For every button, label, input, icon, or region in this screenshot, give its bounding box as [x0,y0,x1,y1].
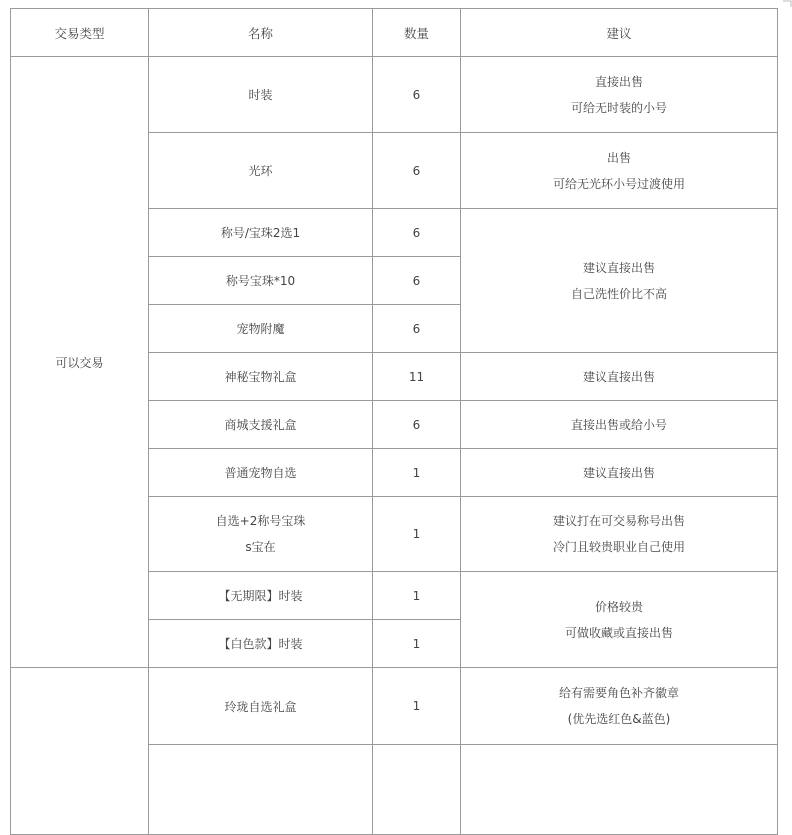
item-advice [461,497,778,572]
advice-line: 建议直接出售 [582,260,655,275]
advice-line: 冷门且较贵职业自己使用 [552,540,685,554]
item-quantity: 6 [373,257,461,305]
item-quantity: 6 [373,57,461,133]
trade-table [10,8,778,835]
item-name: 时装 [149,57,373,133]
item-name-line: s宝在 [245,540,276,554]
advice-line: 价格较贵 [594,599,643,614]
item-advice [461,133,778,209]
item-advice: 建议直接出售 [461,353,778,401]
item-name: 【无期限】时装 [149,572,373,620]
item-quantity: 6 [373,133,461,209]
advice-line: 给有需要角色补齐徽章 [558,686,679,700]
item-name [149,745,373,835]
item-quantity: 1 [373,620,461,668]
item-quantity: 6 [373,401,461,449]
item-name: 普通宠物自选 [149,449,373,497]
table-row [11,57,778,133]
trade-type-cell: 可以交易 [11,57,149,668]
advice-line: 可做收藏或直接出售 [564,625,673,640]
header-quantity: 数量 [373,9,461,57]
header-name: 名称 [149,9,373,57]
item-name: 宠物附魔 [149,305,373,353]
item-name-line: 自选+2称号宝珠 [215,514,306,528]
item-advice [461,668,778,745]
item-name [149,497,373,572]
table-row [11,668,778,745]
header-trade-type: 交易类型 [11,9,149,57]
trade-type-cell [11,668,149,835]
advice-line: 可给无时装的小号 [570,100,667,115]
item-advice [461,57,778,133]
item-quantity: 1 [373,572,461,620]
item-name: 称号/宝珠2选1 [149,209,373,257]
item-advice [461,572,778,668]
item-quantity: 1 [373,497,461,572]
item-advice: 直接出售或给小号 [461,401,778,449]
item-advice [461,745,778,835]
item-name: 商城支援礼盒 [149,401,373,449]
trade-table-container [10,8,777,835]
advice-line: 可给无光环小号过渡使用 [552,176,685,191]
advice-line: 自己洗性价比不高 [570,286,667,301]
advice-line: (优先选红色&蓝色) [567,712,671,726]
table-header-row [11,9,778,57]
advice-line: 建议打在可交易称号出售 [552,514,685,528]
header-advice: 建议 [461,9,778,57]
item-quantity: 1 [373,668,461,745]
item-quantity: 11 [373,353,461,401]
item-quantity: 6 [373,305,461,353]
item-name: 称号宝珠*10 [149,257,373,305]
item-name: 玲珑自选礼盒 [149,668,373,745]
advice-line: 直接出售 [594,74,643,89]
item-quantity: 1 [373,449,461,497]
item-name: 【白色款】时装 [149,620,373,668]
item-quantity [373,745,461,835]
item-advice [461,209,778,353]
item-name: 神秘宝物礼盒 [149,353,373,401]
item-quantity: 6 [373,209,461,257]
advice-line: 出售 [606,150,631,165]
item-name: 光环 [149,133,373,209]
item-advice: 建议直接出售 [461,449,778,497]
corner-fold-icon [782,0,792,8]
